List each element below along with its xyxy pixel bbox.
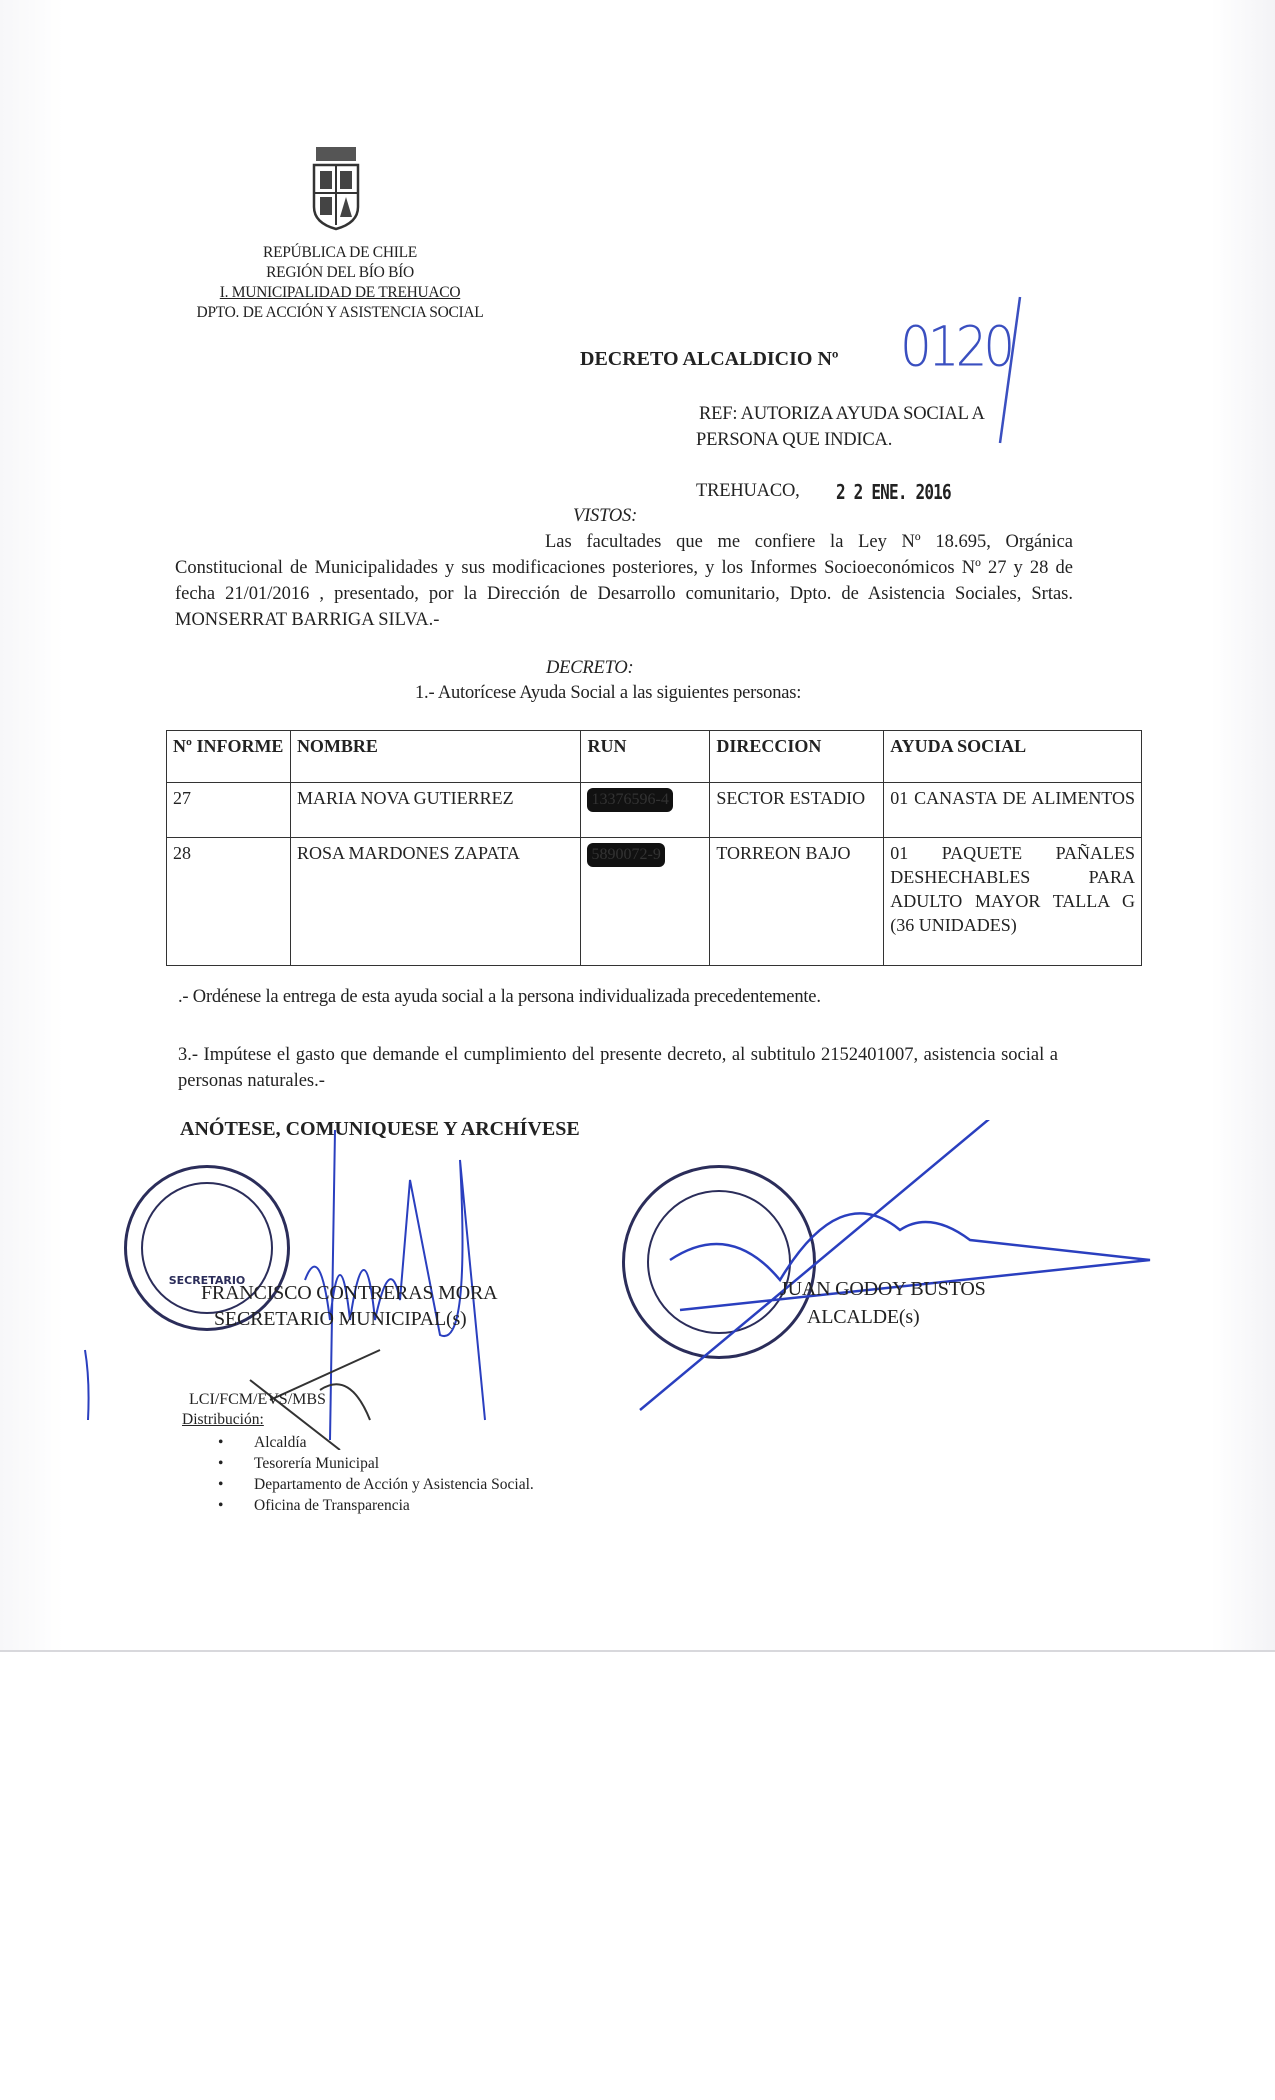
redacted-run: 5890072-9 xyxy=(587,843,664,867)
item-3: 3.- Impútese el gasto que demande el cumplimiento del presente decreto, al subtitulo 2152401007, asistencia social a personas naturales.- xyxy=(178,1045,1058,1091)
handwritten-slash xyxy=(990,295,1030,445)
mayor-role: ALCALDE(s) xyxy=(807,1306,920,1328)
item-2: .- Ordénese la entrega de esta ayuda social a la persona individualizada precedentemente. xyxy=(178,987,821,1007)
cell-nombre: MARIA NOVA GUTIERREZ xyxy=(290,783,581,838)
col-informe: Nº INFORME xyxy=(167,731,291,783)
cell-direccion: SECTOR ESTADIO xyxy=(710,783,884,838)
col-run: RUN xyxy=(581,731,710,783)
header-region: REGIÓN DEL BÍO BÍO xyxy=(266,264,414,281)
decreto-heading: DECRETO: xyxy=(546,658,634,678)
redacted-run: 13376596-4 xyxy=(587,788,672,812)
decree-title: DECRETO ALCALDICIO Nº xyxy=(580,348,839,370)
vistos-heading: VISTOS: xyxy=(573,506,638,526)
initials: LCI/FCM/EVS/MBS xyxy=(189,1391,326,1408)
table-row xyxy=(167,838,1142,966)
ref-line-2: PERSONA QUE INDICA. xyxy=(696,430,893,450)
col-nombre: NOMBRE xyxy=(290,731,581,783)
item-1: 1.- Autorícese Ayuda Social a las siguientes personas: xyxy=(415,683,802,703)
table-header-row xyxy=(167,731,1142,783)
distribution-list xyxy=(254,1432,534,1516)
list-item: • Departamento de Acción y Asistencia Social. xyxy=(254,1474,534,1495)
ref-line-1: REF: AUTORIZA AYUDA SOCIAL A xyxy=(699,404,985,424)
list-item: • Tesorería Municipal xyxy=(254,1453,534,1474)
cell-direccion: TORREON BAJO xyxy=(710,838,884,966)
distribution-heading: Distribución: xyxy=(182,1411,264,1428)
list-item: • Oficina de Transparencia xyxy=(254,1495,534,1516)
mayor-name: JUAN GODOY BUSTOS xyxy=(780,1278,986,1300)
list-item: • Alcaldía xyxy=(254,1432,534,1453)
cell-nombre: ROSA MARDONES ZAPATA xyxy=(290,838,581,966)
decree-number-handwritten: 0120 xyxy=(900,315,1012,379)
place: TREHUACO, xyxy=(696,481,800,501)
col-direccion: DIRECCION xyxy=(710,731,884,783)
cell-run xyxy=(581,838,710,966)
col-ayuda: AYUDA SOCIAL xyxy=(884,731,1142,783)
header-municipality: I. MUNICIPALIDAD DE TREHUACO xyxy=(219,284,461,301)
header-department: DPTO. DE ACCIÓN Y ASISTENCIA SOCIAL xyxy=(196,304,484,321)
date-stamp: 2 2 ENE. 2016 xyxy=(836,480,951,504)
aid-table xyxy=(166,730,1142,966)
cell-ayuda: 01 CANASTA DE ALIMENTOS xyxy=(884,783,1142,838)
cell-run xyxy=(581,783,710,838)
table-row xyxy=(167,783,1142,838)
cell-informe: 27 xyxy=(167,783,291,838)
cell-ayuda: 01 PAQUETE PAÑALES DESHECHABLES PARA ADULTO MAYOR TALLA G (36 UNIDADES) xyxy=(884,838,1142,966)
closing-formula: ANÓTESE, COMUNIQUESE Y ARCHÍVESE xyxy=(180,1118,580,1140)
header-republic: REPÚBLICA DE CHILE xyxy=(263,244,417,261)
secretary-role: SECRETARIO MUNICIPAL(s) xyxy=(214,1308,467,1330)
cell-informe: 28 xyxy=(167,838,291,966)
vistos-paragraph: Las facultades que me confiere la Ley Nº 18.695, Orgánica Constitucional de Municipalidades y sus modificaciones posteriores, y los Informes Socioeconómicos Nº 27 y 28 de fecha 21/01/2016 , presentado, por la Dirección de Desarrollo comunitario, Dpto. de Asistencia Sociales, Srtas. MONSERRAT BARRIGA SILVA.- xyxy=(175,532,1073,630)
municipal-crest-logo xyxy=(310,145,362,231)
secretary-stamp: SECRETARIO xyxy=(124,1165,290,1331)
secretary-name: FRANCISCO CONTRERAS MORA xyxy=(201,1282,498,1304)
